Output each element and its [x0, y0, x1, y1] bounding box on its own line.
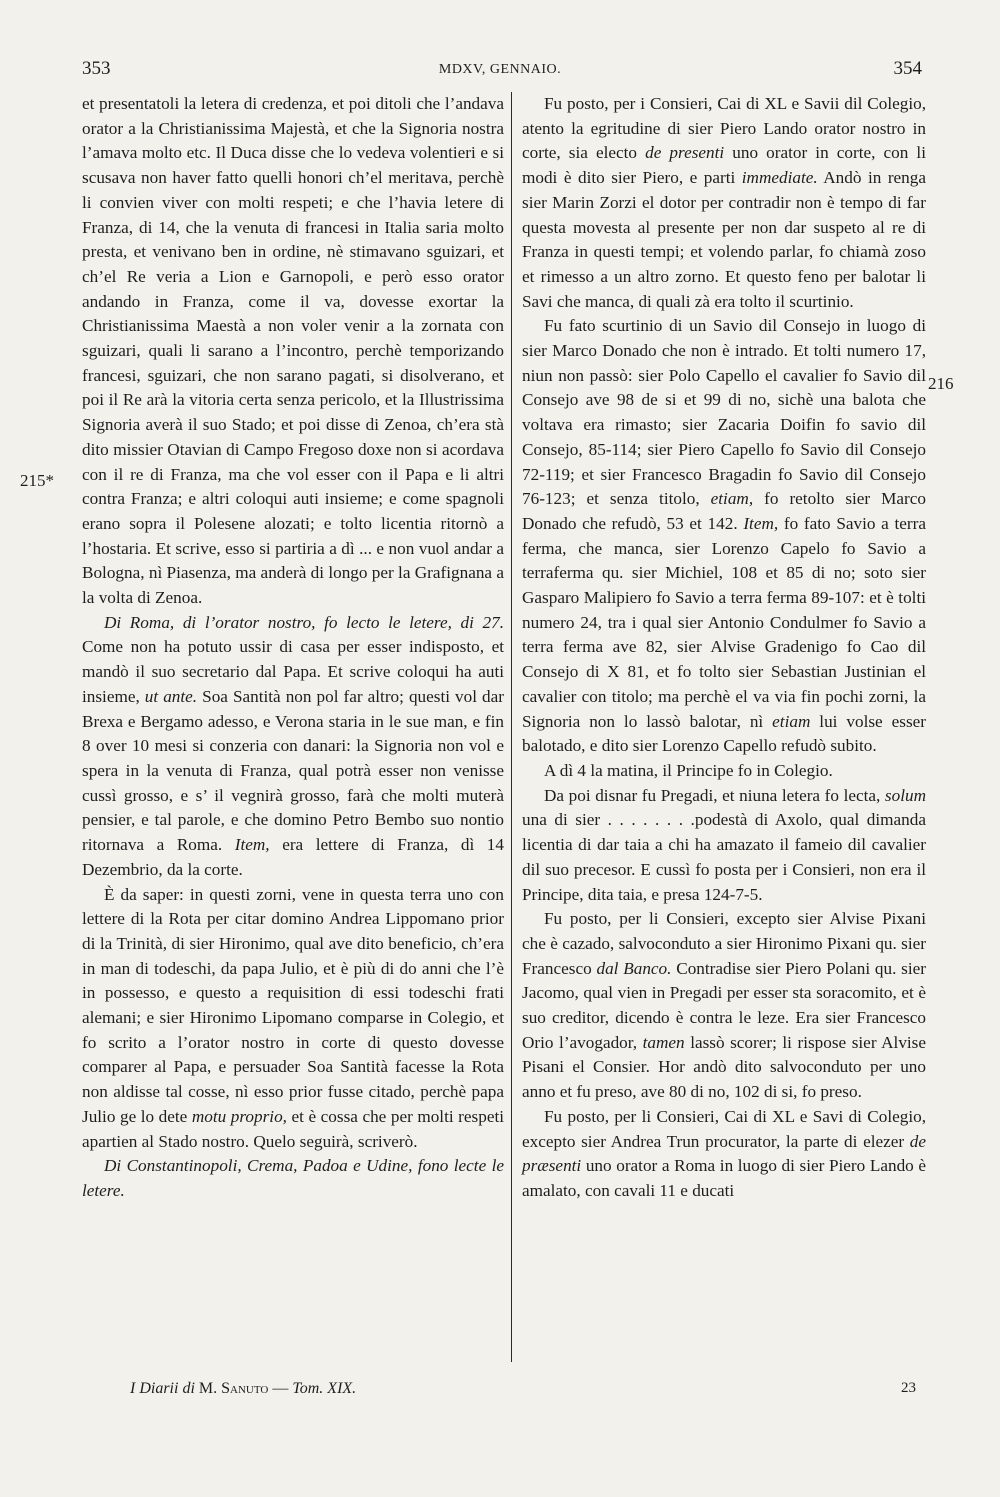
- paragraph: È da saper: in questi zorni, vene in questa terra uno con lettere di la Rota per citar domino Andrea Lippomano prior di la Trinità, di sier Hironimo, qual ave dito beneficio, ch’era in man di todeschi, da papa Julio, et è più di do anni che l’è in possesso, e questo a requisition di essi todeschi frati alemani; e sier Hironimo Lipomano comparse in Colegio, et fo scrito a l’orator nostro in corte di questo dovesse comparer al Papa, e persuader Soa Santità facesse la Rota non aldisse tal cosse, nì esso prior fusse citado, perchè papa Julio ge lo dete motu proprio, et è cossa che per molti respeti apartien al Stado nostro. Quelo seguirà, scriverò.: [82, 884, 504, 1151]
- paragraph: et presentatoli la letera di credenza, et poi ditoli che l’andava orator a la Christianissima Majestà, et che la Signoria nostra l’amava molto etc. Il Duca disse che lo vedeva volentieri e si scusava non haver fatto quelli honori ch’el meritava, perchè li convien viver con molti respeti; e che l’havia letere di Franza, di 14, che la venuta di francesi in Italia saria molto presta, et venivano ben in ordine, nè stimavano sguizari, et ch’el Re veria a Lion e Garnopoli, e però esso orator andando in Franza, come il va, dovesse exortar la Christianissima Maestà a non voler venir a la zornata con sguizari, quali li sarano a l’incontro, perchè temporizando francesi, sguizari, che non sarano pagati, si disolverano, et poi il Re arà la vitoria certa senza pericolo, et la Illustrissima Signoria averà il suo Stado; et poi disse di Zenoa, ch’era stà dito missier Otavian di Campo Fregoso doxe non si acordava con il re di Franza, ma che vol esser con il Papa e li altri contra Franza; e altri coloqui auti insieme; e come spagnoli erano sopra il Polesene alozati; e tolto licentia ritornò a l’hostaria. Et scrive, esso si partiria a dì ... e non vuol andar a Bologna, nì Piasenza, ma anderà di longo per la Grafignana a la volta di Zenoa.: [82, 94, 504, 608]
- left-page-number: 353: [82, 58, 111, 79]
- sheet-signature: 23: [901, 1380, 916, 1396]
- paragraph: Fu posto, per i Consieri, Cai di XL e Savii dil Colegio, atento la egritudine di sier Piero Lando orator nostro in corte, sia electo de presenti uno orator in corte, con li modi è dito sier Piero, e parti immediate. Andò in renga sier Marin Zorzi el dotor per contradir non è tempo di far questa movesta al presente per non dar suspeto al re di Franza in questi tempi; et volendo parlar, fo chiamà zoso et rimesso a un altro zorno. Et questo feno per balotar li Savi che manca, di quali zà era tolto il scurtinio.: [522, 94, 926, 311]
- paragraph: Fu posto, per li Consieri, Cai di XL e Savi di Colegio, excepto sier Andrea Trun procurator, la parte di elezer de præsenti uno orator a Roma in luogo di sier Piero Lando è amalato, con cavali 11 e ducati: [522, 1106, 926, 1200]
- paragraph: Di Roma, di l’orator nostro, fo lecto le letere, di 27. Come non ha potuto ussir di casa per esser indisposto, et mandò il suo secretario dal Papa. Et scrive coloqui ha auti insieme, ut ante. Soa Santità non pol far altro; questi vol dar Brexa e Bergamo adesso, e Verona staria in le sue man, e fin 8 over 10 mesi si conzeria con danari: la Signoria non vol e spera in la venuta di Franza, qual potrà esser non venisse cussì grosso, e s’ il vegnirà grosso, farà che molti muterà pensier, e tal parole, e che domino Petro Bembo suo nontio ritornava a Roma. Item, era lettere di Franza, dì 14 Dezembrio, da la corte.: [82, 612, 504, 879]
- paragraph: Fu fato scurtinio di un Savio dil Consejo in luogo di sier Marco Donado che non è intrado. Et tolti numero 17, niun non passò: sier Polo Capello el cavalier fo Savio dil Consejo ave 98 de si et 99 di no, sichè una balota che voltava era rimasto; sier Zacaria Doifin fo savio dil Consejo, 85-114; sier Piero Capello fo Savio dil Consejo 72-119; et sier Francesco Bragadin fo Savio dil Consejo 76-123; et senza titolo, etiam, fo retolto sier Marco Donado che refudò, 53 et 142. Item, fo fato Savio a terra ferma, che manca, sier Lorenzo Capelo fo Savio a terraferma qu. sier Michiel, 108 et 85 di no; soto sier Gasparo Malipiero fo Savio a terra ferma 89-107: et è tolti numero 24, tra i qual sier Antonio Condulmer fo Savio a terra ferma ave 82, sier Alvise Gradenigo fo Cao dil Consejo di X 81, et fo tolto sier Sebastian Justinian el cavalier con titolo; ma perchè el va via fin pochi zorni, la Signoria non lo lassò balotar, nì etiam lui volse esser balotado, e dito sier Lorenzo Capello refudò subito.: [522, 316, 926, 756]
- right-page-number: 354: [893, 58, 922, 79]
- paragraph: Fu posto, per li Consieri, excepto sier Alvise Pixani che è cazado, salvoconduto a sier Hironimo Pixani qu. sier Francesco dal Banco. Contradise sier Piero Polani qu. sier Jacomo, qual vien in Pregadi per esser sta soracomito, et è suo creditor, dicendo è contra le leze. Era sier Francesco Orio l’avogador, tamen lassò scorer; li rispose sier Alvise Pisani el Consier. Hor andò dito salvoconduto per uno anno et fu preso, ave 80 di no, 102 di si, fo preso.: [522, 909, 926, 1102]
- paragraph: Da poi disnar fu Pregadi, et niuna letera fo lecta, solum una di sier . . . . . . . .podestà di Axolo, qual dimanda licentia di dar taia a chi ha amazato il fameio dil cavalier dil suo precesor. E cussì fo posta per i Consieri, non era il Principe, dita taia, e presa 124-7-5.: [522, 785, 926, 904]
- column-divider: [511, 92, 512, 1362]
- margin-note-left: 215*: [20, 471, 54, 490]
- left-column: [82, 92, 504, 1204]
- margin-note-right: 216: [928, 374, 954, 393]
- right-column: [522, 92, 926, 1204]
- paragraph: A dì 4 la matina, il Principe fo in Colegio.: [544, 760, 833, 780]
- paragraph: Di Constantinopoli, Crema, Padoa e Udine, fono lecte le letere.: [82, 1156, 504, 1200]
- footer-citation: I Diarii di M. Sanuto — Tom. XIX.: [130, 1380, 357, 1397]
- running-head: MDXV, GENNAIO.: [438, 62, 562, 77]
